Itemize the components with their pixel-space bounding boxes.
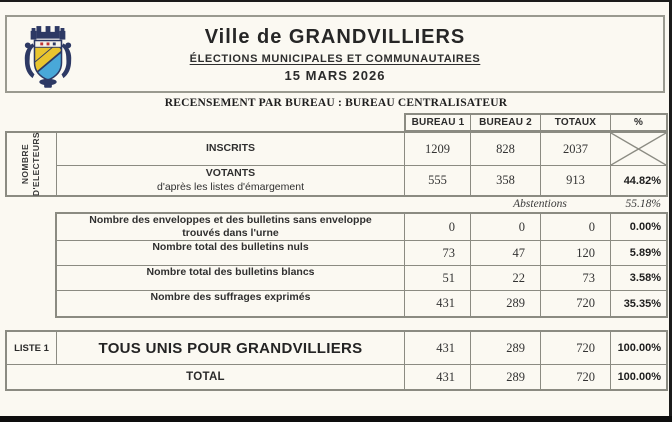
total-bureau1: 431 [405,365,471,389]
ballots-row0-label-line1: Nombre des enveloppes et des bulletins sans enveloppe [89,214,372,226]
page-title: Ville de GRANDVILLIERS [204,25,466,48]
ballots-row2-percent: 3.58% [611,266,666,291]
side-label-line2: D'ELECTEURS [31,131,42,197]
ballots-row1-label: Nombre total des bulletins nuls [57,241,405,266]
document-header [5,15,665,93]
votants-label-sub: d'après les listes d'émargement [157,180,304,193]
votants-percent: 44.82% [623,174,661,187]
liste1-name: TOUS UNIS POUR GRANDVILLIERS [57,332,405,365]
inscrits-bureau2: 828 [471,133,541,166]
ballots-row1-bureau2: 47 [471,241,541,266]
inscrits-percent-crossed-cell [611,133,666,166]
ballots-row2-bureau1: 51 [405,266,471,291]
votants-bureau2: 358 [471,166,541,195]
ballots-row-label [57,214,405,241]
ballots-row1-bureau1: 73 [405,241,471,266]
ballots-row0-totaux: 0 [541,214,611,241]
ballots-row3-bureau2: 289 [471,291,541,316]
inscrits-label: INSCRITS [57,133,405,166]
total-percent: 100.00% [617,371,661,383]
column-header-bureau1: BUREAU 1 [406,115,471,130]
total-bureau2: 289 [471,365,541,389]
column-header-percent: % [633,117,644,128]
liste1-totaux: 720 [541,332,611,365]
ballots-row2-label: Nombre total des bulletins blancs [57,266,405,291]
ballots-row3-percent: 35.35% [623,297,661,310]
scan-artifact-bottom-bar [0,416,672,422]
abstentions-row [404,198,668,212]
ballots-row1-percent: 5.89% [611,241,666,266]
ballots-row2-totaux: 73 [541,266,611,291]
inscrits-totaux: 2037 [541,133,611,166]
column-headers [404,113,668,132]
liste1-tag: LISTE 1 [7,332,57,365]
side-label-line1: NOMBRE [20,143,31,185]
election-subtitle: ÉLECTIONS MUNICIPALES ET COMMUNAUTAIRES [189,52,481,65]
header-text [7,26,663,83]
ballots-row3-label: Nombre des suffrages exprimés [57,291,405,316]
liste1-bureau2: 289 [471,332,541,365]
electors-table [5,131,668,197]
total-label: TOTAL [7,365,405,389]
crossed-out-icon [611,133,666,165]
abstentions-percent: 55.18% [625,198,661,210]
liste1-percent: 100.00% [611,332,666,365]
votants-bureau1: 555 [405,166,471,195]
column-header-totaux: TOTAUX [541,115,611,130]
inscrits-bureau1: 1209 [405,133,471,166]
ballots-row0-label-line2: trouvés dans l'urne [182,227,279,240]
results-table [5,330,668,391]
ballots-row3-bureau1: 431 [405,291,471,316]
liste1-bureau1: 431 [405,332,471,365]
ballots-row2-bureau2: 22 [471,266,541,291]
votants-label [57,166,405,195]
electors-side-label [7,133,57,195]
column-header-bureau2: BUREAU 2 [471,115,541,130]
total-totaux: 720 [541,365,611,389]
votants-totaux: 913 [541,166,611,195]
city-coat-of-arms-icon [21,20,75,90]
ballots-row3-totaux: 720 [541,291,611,316]
abstentions-label: Abstentions [513,198,567,210]
ballots-row0-bureau2: 0 [471,214,541,241]
election-date: 15 MARS 2026 [284,67,386,83]
ballots-row1-totaux: 120 [541,241,611,266]
ballots-table [55,212,668,318]
ballots-row0-bureau1: 0 [405,214,471,241]
section-title: RECENSEMENT PAR BUREAU : BUREAU CENTRALISATEUR [164,97,508,109]
ballots-row0-percent: 0.00% [611,214,666,241]
votants-label-main: VOTANTS [205,167,256,180]
scan-artifact-top-line [0,0,669,2]
